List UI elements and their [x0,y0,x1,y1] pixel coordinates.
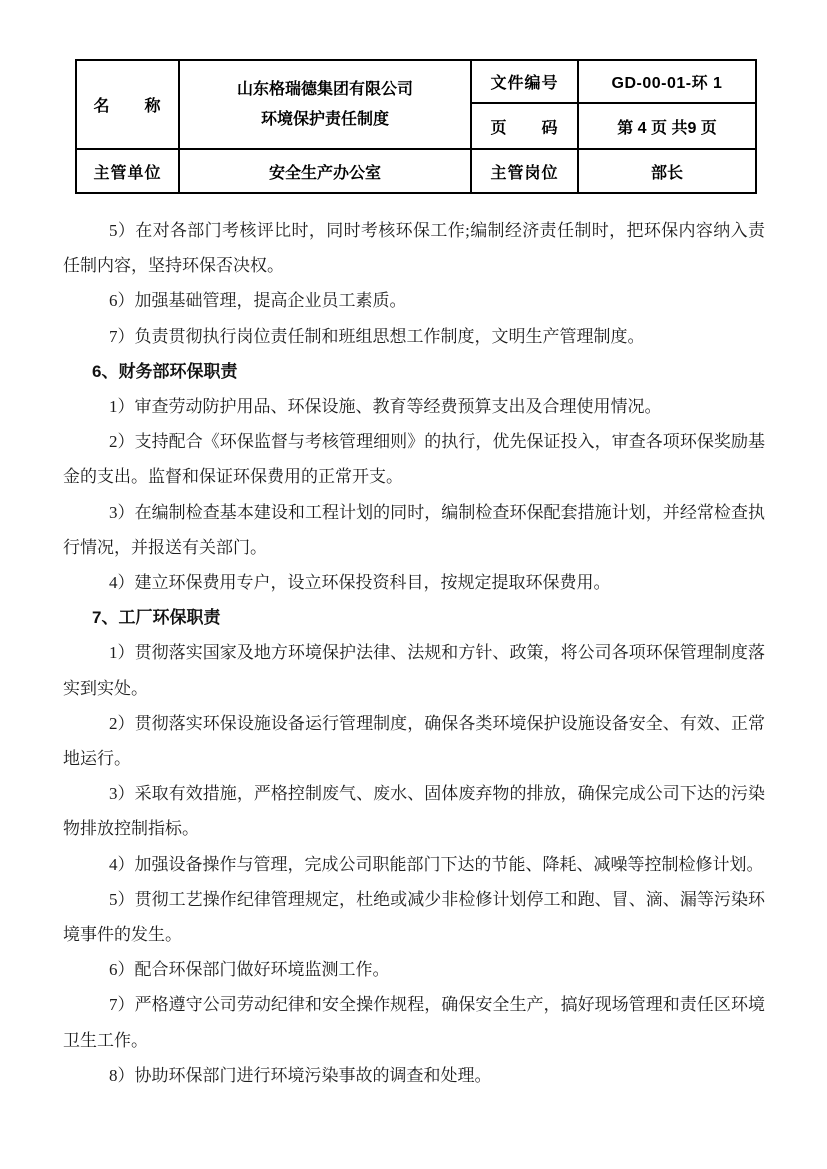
document-body [63,213,765,1093]
text-line: 境事件的发生。 [63,925,182,945]
paragraph [63,565,765,600]
text-line: 2）支持配合《环保监督与考核管理细则》的执行，优先保证投入，审查各项环保奖励基 [109,432,765,452]
paragraph [63,847,765,882]
paragraph [63,283,765,318]
post-value-cell: 部长 [578,149,756,193]
text-line: 地运行。 [63,749,131,769]
text-line: 3）在编制检查基本建设和工程计划的同时，编制检查环保配套措施计划，并经常检查执 [109,502,765,522]
text-line: 6）配合环保部门做好环境监测工作。 [109,960,390,980]
text-line: 3）采取有效措施，严格控制废气、废水、固体废弃物的排放，确保完成公司下达的污染 [109,784,765,804]
text-line: 金的支出。监督和保证环保费用的正常开支。 [63,467,403,487]
header-table [75,59,757,194]
section-heading: 7、工厂环保职责 [92,608,221,628]
paragraph [63,776,765,846]
text-line: 卫生工作。 [63,1030,148,1050]
page-label-cell: 页 码 [471,103,578,149]
name-label-cell: 名 称 [76,60,179,149]
paragraph [63,882,765,952]
text-line: 5）在对各部门考核评比时，同时考核环保工作;编制经济责任制时，把环保内容纳入责 [109,221,765,240]
unit-label-cell: 主管单位 [76,149,179,193]
text-line: 4）建立环保费用专户，设立环保投资科目，按规定提取环保费用。 [109,573,611,593]
text-line: 7）负责贯彻执行岗位责任制和班组思想工作制度，文明生产管理制度。 [109,326,645,346]
text-line: 物排放控制指标。 [63,819,199,839]
text-line: 4）加强设备操作与管理，完成公司职能部门下达的节能、降耗、减噪等控制检修计划。 [109,854,764,874]
paragraph [63,987,765,1057]
post-label-cell: 主管岗位 [471,149,578,193]
paragraph [63,1058,765,1093]
text-line: 2）贯彻落实环保设施设备运行管理制度，确保各类环境保护设施设备安全、有效、正常 [109,713,765,733]
paragraph [63,952,765,987]
company-name: 山东格瑞德集团有限公司 [236,80,413,98]
text-line: 实到实处。 [63,678,148,698]
paragraph [63,635,765,705]
paragraph [63,424,765,494]
text-line: 1）审查劳动防护用品、环保设施、教育等经费预算支出及合理使用情况。 [109,397,662,417]
paragraph [63,319,765,354]
text-line: 行情况，并报送有关部门。 [63,537,267,557]
paragraph [63,389,765,424]
section-heading: 6、财务部环保职责 [92,361,238,381]
doc-no-label-cell: 文件编号 [471,60,578,103]
paragraph [63,495,765,565]
doc-no-value-cell: GD-00-01-环 1 [578,60,756,103]
text-line: 7）严格遵守公司劳动纪律和安全操作规程，确保安全生产，搞好现场管理和责任区环境 [109,995,765,1015]
paragraph [63,706,765,776]
text-line: 任制内容，坚持环保否决权。 [63,256,284,276]
unit-value-cell: 安全生产办公室 [179,149,471,193]
doc-name-cell [179,60,471,149]
text-line: 1）贯彻落实国家及地方环境保护法律、法规和方针、政策，将公司各项环保管理制度落 [109,643,765,663]
doc-title: 环境保护责任制度 [260,110,389,128]
paragraph [63,213,765,283]
text-line: 5）贯彻工艺操作纪律管理规定，杜绝或减少非检修计划停工和跑、冒、滴、漏等污染环 [109,889,765,909]
text-line: 8）协助环保部门进行环境污染事故的调查和处理。 [109,1065,492,1085]
page-value-cell: 第 4 页 共9 页 [578,103,756,149]
text-line: 6）加强基础管理，提高企业员工素质。 [109,291,407,311]
